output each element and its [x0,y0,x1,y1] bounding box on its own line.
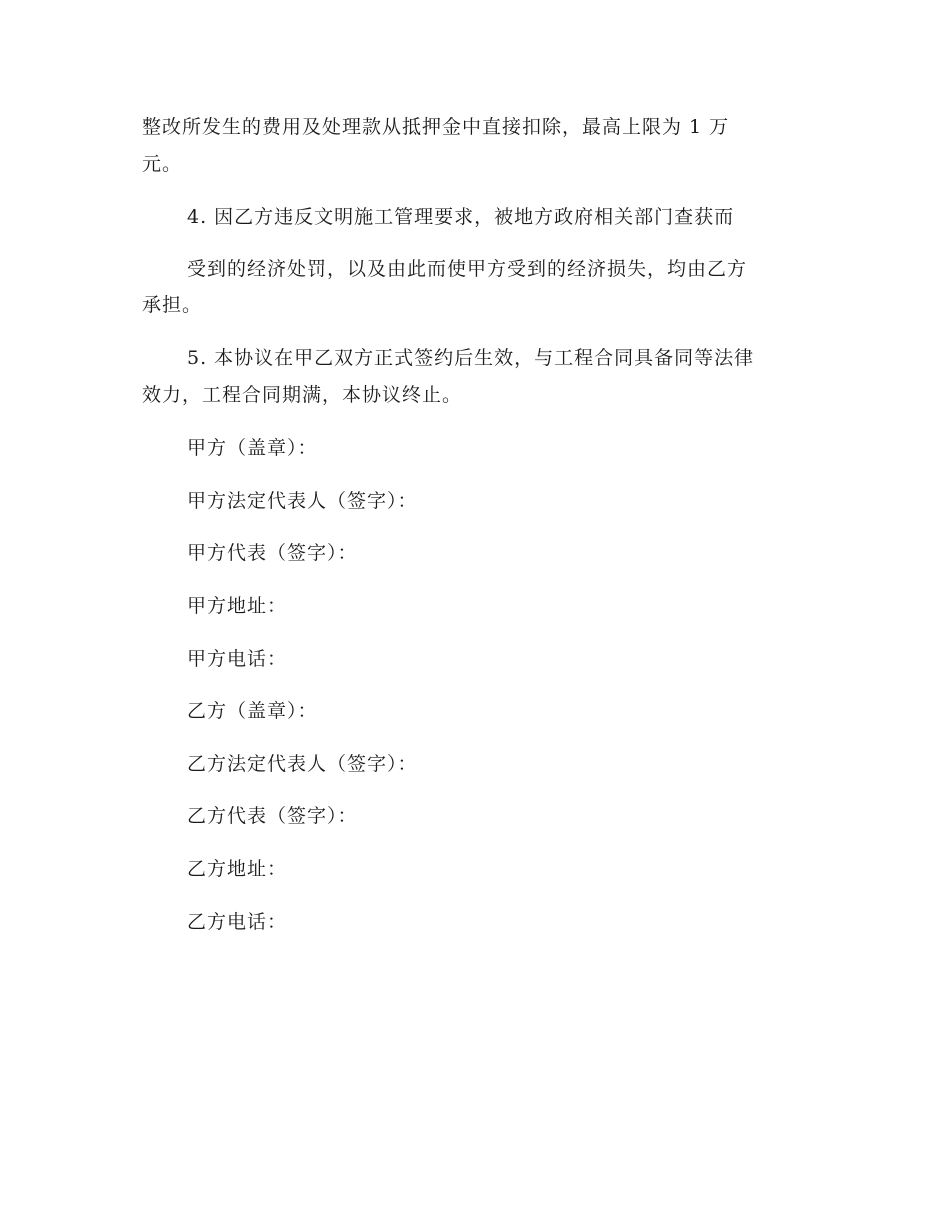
party-a-seal: 甲方（盖章）： [187,437,318,459]
party-a-address: 甲方地址： [187,595,288,617]
party-b-seal: 乙方（盖章）： [187,700,318,722]
paragraph-4-line-2: 受到的经济处罚，以及由此而使甲方受到的经济损失，均由乙方 [187,258,748,280]
paragraph-4-line-3: 承担。 [142,294,203,316]
paragraph-4-line-1: 4. 因乙方违反文明施工管理要求，被地方政府相关部门查获而 [187,206,735,228]
party-b-address: 乙方地址： [187,858,288,880]
party-b-legal-rep: 乙方法定代表人（签字）： [187,753,418,775]
paragraph-5-line-1: 5. 本协议在甲乙双方正式签约后生效，与工程合同具备同等法律 [187,347,755,369]
party-b-representative: 乙方代表（签字）： [187,805,358,827]
party-a-legal-rep: 甲方法定代表人（签字）： [187,490,418,512]
party-a-phone: 甲方电话： [187,648,288,670]
paragraph-5-line-2: 效力，工程合同期满，本协议终止。 [142,384,463,406]
party-b-phone: 乙方电话： [187,911,288,933]
party-a-representative: 甲方代表（签字）： [187,542,358,564]
paragraph-3-line-1: 整改所发生的费用及处理款从抵押金中直接扣除，最高上限为 1 万 [142,116,730,138]
paragraph-3-line-2: 元。 [142,153,183,175]
